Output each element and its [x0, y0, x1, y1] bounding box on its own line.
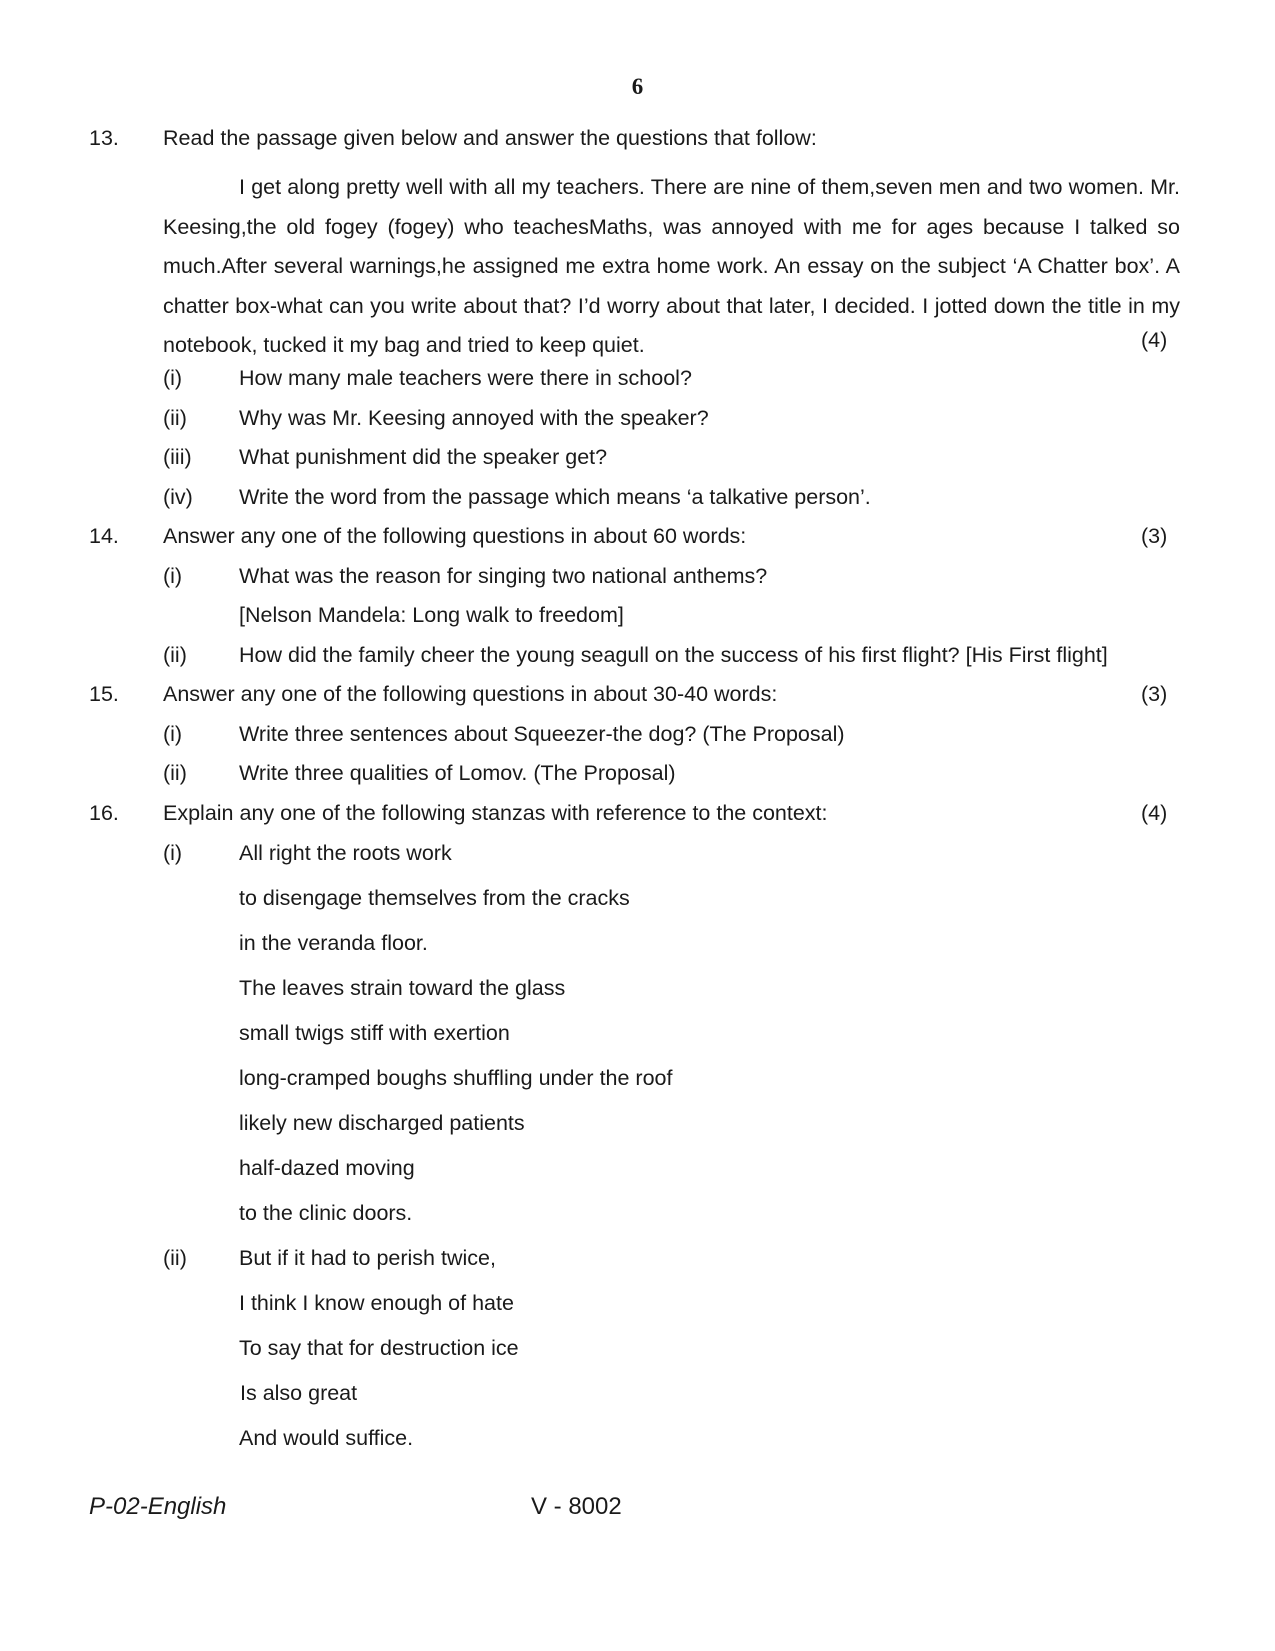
footer-paper-code: P-02-English [89, 1493, 227, 1520]
stanza-line: half-dazed moving [239, 1156, 415, 1180]
stanza-line: small twigs stiff with exertion [239, 1021, 510, 1045]
question-15-number: 15. [89, 682, 119, 706]
stanza-line: likely new discharged patients [239, 1111, 525, 1135]
question-13-prompt: Read the passage given below and answer the questions that follow: [163, 126, 817, 150]
q13-sub-iv-text: Write the word from the passage which means ‘a talkative person’. [239, 485, 871, 509]
q14-sub-i-reference: [Nelson Mandela: Long walk to freedom] [239, 603, 624, 627]
stanza-line: But if it had to perish twice, [239, 1246, 496, 1270]
q16-stanza-ii-number: (ii) [163, 1246, 187, 1270]
question-16-prompt: Explain any one of the following stanzas with reference to the context: [163, 801, 828, 825]
q13-sub-iv-number: (iv) [163, 485, 193, 509]
question-13-passage: I get along pretty well with all my teachers. There are nine of them,seven men and two women. Mr. Keesing,the old fogey (fogey) who teachesMaths, was annoyed with me for ages because I talked so much.After several warnings,he assigned me extra home work. An essay on the subject ‘A Chatter box’. A chatter box-what can you write about that? I’d worry about that later, I decided. I jotted down the title in my notebook, tucked it my bag and tried to keep quiet. [163, 175, 1180, 357]
q15-sub-i-number: (i) [163, 722, 183, 746]
page-number: 6 [631, 74, 644, 99]
question-13-number: 13. [89, 126, 119, 150]
stanza-line: I think I know enough of hate [239, 1291, 514, 1315]
stanza-line: The leaves strain toward the glass [239, 976, 566, 1000]
q13-sub-i-text: How many male teachers were there in school? [239, 366, 692, 390]
q14-sub-i-text: What was the reason for singing two national anthems? [239, 564, 768, 588]
question-16-marks: (4) [1141, 801, 1168, 825]
q15-sub-ii-number: (ii) [163, 761, 187, 785]
q14-sub-i-number: (i) [163, 564, 183, 588]
question-16-number: 16. [89, 801, 119, 825]
stanza-line: to the clinic doors. [239, 1201, 413, 1225]
q14-sub-ii-text: How did the family cheer the young seagull on the success of his first flight? [His First flight] [239, 643, 1108, 667]
q13-sub-iii-text: What punishment did the speaker get? [239, 445, 608, 469]
question-14-marks: (3) [1141, 524, 1168, 548]
stanza-line: To say that for destruction ice [239, 1336, 519, 1360]
q13-sub-iii-number: (iii) [163, 445, 192, 469]
q13-sub-ii-text: Why was Mr. Keesing annoyed with the speaker? [239, 406, 709, 430]
footer-version-code: V - 8002 [531, 1493, 622, 1520]
question-14-number: 14. [89, 524, 119, 548]
q16-stanza-i-number: (i) [163, 841, 183, 865]
q13-sub-i-number: (i) [163, 366, 183, 390]
stanza-line: long-cramped boughs shuffling under the roof [239, 1066, 673, 1090]
stanza-line: in the veranda floor. [239, 931, 428, 955]
stanza-line: And would suffice. [239, 1426, 414, 1450]
question-14-prompt: Answer any one of the following questions in about 60 words: [163, 524, 747, 548]
q15-sub-ii-text: Write three qualities of Lomov. (The Proposal) [239, 761, 676, 785]
q15-sub-i-text: Write three sentences about Squeezer-the dog? (The Proposal) [239, 722, 845, 746]
question-15-prompt: Answer any one of the following questions in about 30-40 words: [163, 682, 778, 706]
stanza-line: to disengage themselves from the cracks [239, 886, 630, 910]
stanza-line: Is also great [240, 1381, 358, 1405]
question-15-marks: (3) [1141, 682, 1168, 706]
stanza-line: All right the roots work [239, 841, 452, 865]
q14-sub-ii-number: (ii) [163, 643, 187, 667]
q13-sub-ii-number: (ii) [163, 406, 187, 430]
question-13-marks: (4) [1141, 328, 1168, 352]
